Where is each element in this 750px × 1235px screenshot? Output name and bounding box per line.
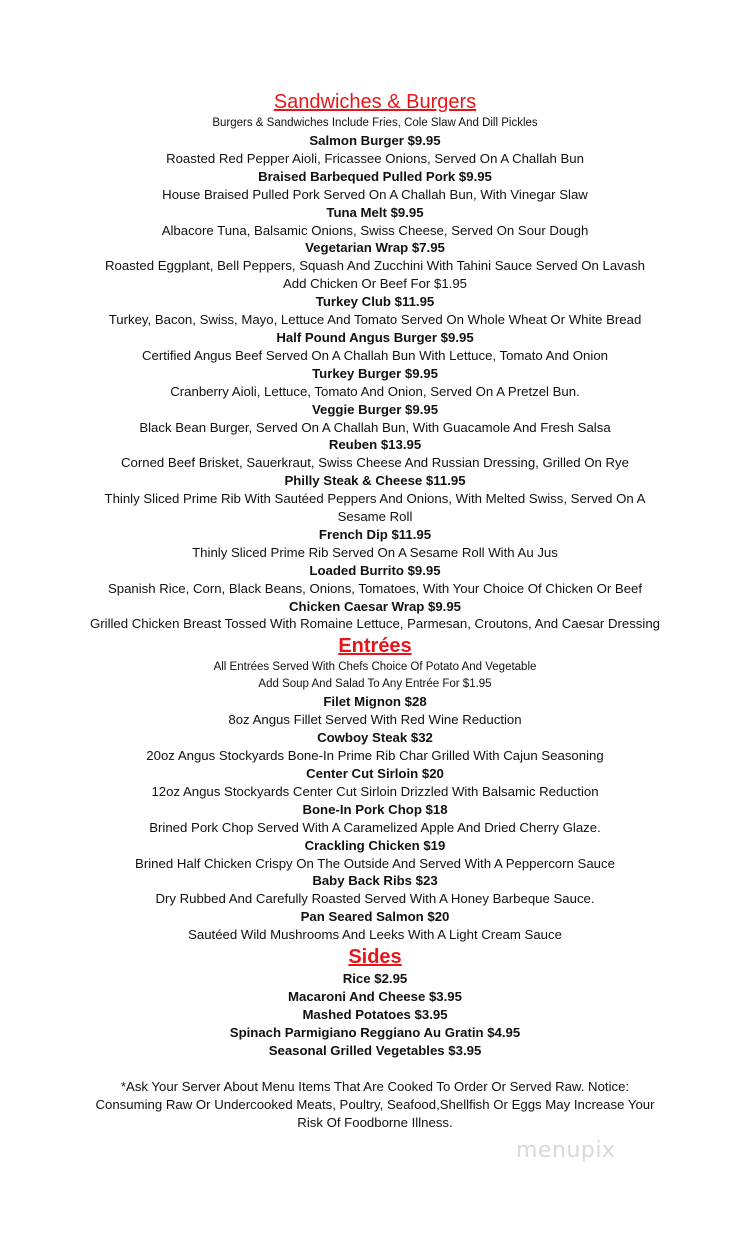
menu-item-description: Brined Half Chicken Crispy On The Outside And Served With A Peppercorn Sauce <box>135 855 615 871</box>
sides-list <box>0 970 750 1060</box>
menu-item-description: Cranberry Aioli, Lettuce, Tomato And Onion, Served On A Pretzel Bun. <box>170 383 580 399</box>
menu-item-name: Cowboy Steak $32 <box>317 730 433 746</box>
sandwiches-heading: Sandwiches & Burgers <box>273 91 477 113</box>
menu-item-name: Loaded Burrito $9.95 <box>309 562 441 578</box>
sandwiches-list <box>0 132 750 633</box>
menu-item-name: Veggie Burger $9.95 <box>311 401 439 417</box>
side-item: Spinach Parmigiano Reggiano Au Gratin $4.95 <box>229 1024 521 1040</box>
menu-item-name: Chicken Caesar Wrap $9.95 <box>288 598 462 614</box>
side-item: Seasonal Grilled Vegetables $3.95 <box>268 1042 482 1058</box>
menu-item-description: Grilled Chicken Breast Tossed With Romaine Lettuce, Parmesan, Croutons, And Caesar Dressing <box>89 616 660 632</box>
menu-item-name: Bone-In Pork Chop $18 <box>302 801 448 817</box>
menu-item-name: Turkey Club $11.95 <box>315 294 435 310</box>
side-item: Mashed Potatoes $3.95 <box>302 1006 448 1022</box>
side-item: Rice $2.95 <box>342 971 408 987</box>
menu-item-description: 8oz Angus Fillet Served With Red Wine Reduction <box>228 712 522 728</box>
menu-item-description: Albacore Tuna, Balsamic Onions, Swiss Cheese, Served On Sour Dough <box>161 222 589 238</box>
menu-item-name: Crackling Chicken $19 <box>304 837 446 853</box>
menu-item-description: Turkey, Bacon, Swiss, Mayo, Lettuce And Tomato Served On Whole Wheat Or White Bread <box>108 312 642 328</box>
menu-item-name: Baby Back Ribs $23 <box>312 873 438 889</box>
menu-item-description: Black Bean Burger, Served On A Challah Bun, With Guacamole And Fresh Salsa <box>139 419 611 435</box>
entrees-note-2: Add Soup And Salad To Any Entrée For $1.95 <box>258 678 492 691</box>
menu-item-name: Half Pound Angus Burger $9.95 <box>276 329 474 345</box>
menu-item-description: Add Chicken Or Beef For $1.95 <box>283 276 467 292</box>
entrees-note-1: All Entrées Served With Chefs Choice Of Potato And Vegetable <box>213 661 537 674</box>
menu-item-description: Certified Angus Beef Served On A Challah Bun With Lettuce, Tomato And Onion <box>142 347 608 363</box>
menu-item-name: Filet Mignon $28 <box>323 694 427 710</box>
menupix-watermark: menupix <box>516 1138 616 1163</box>
menu-item-description: Spanish Rice, Corn, Black Beans, Onions, Tomatoes, With Your Choice Of Chicken Or Beef <box>107 580 643 596</box>
menu-item-name: Pan Seared Salmon $20 <box>300 909 450 925</box>
menu-item-description: House Braised Pulled Pork Served On A Challah Bun, With Vinegar Slaw <box>162 186 588 202</box>
side-item: Macaroni And Cheese $3.95 <box>288 988 462 1004</box>
menu-item-description: Roasted Eggplant, Bell Peppers, Squash And Zucchini With Tahini Sauce Served On Lavash <box>104 258 646 274</box>
menu-item-name: Braised Barbequed Pulled Pork $9.95 <box>258 168 492 184</box>
menu-item-description: Dry Rubbed And Carefully Roasted Served With A Honey Barbeque Sauce. <box>155 891 595 907</box>
menu-item-name: Vegetarian Wrap $7.95 <box>305 240 445 256</box>
menu-page <box>0 89 750 1132</box>
menu-item-name: Philly Steak & Cheese $11.95 <box>284 473 466 489</box>
menu-item-description: Roasted Red Pepper Aioli, Fricassee Onions, Served On A Challah Bun <box>166 150 584 166</box>
menu-item-name: Center Cut Sirloin $20 <box>306 766 444 781</box>
menu-item-description: Thinly Sliced Prime Rib Served On A Sesame Roll With Au Jus <box>192 544 558 560</box>
entrees-list <box>0 693 750 944</box>
menu-item-name: French Dip $11.95 <box>318 526 432 542</box>
menu-item-description: Corned Beef Brisket, Sauerkraut, Swiss Cheese And Russian Dressing, Grilled On Rye <box>121 455 629 471</box>
menu-item-name: Turkey Burger $9.95 <box>312 365 438 381</box>
entrees-heading: Entrées <box>338 635 412 658</box>
menu-item-description: Sautéed Wild Mushrooms And Leeks With A Light Cream Sauce <box>188 927 562 943</box>
menu-item-name: Reuben $13.95 <box>328 437 422 453</box>
menu-item-description: 12oz Angus Stockyards Center Cut Sirloin Drizzled With Balsamic Reduction <box>151 783 599 799</box>
menu-item-description: Brined Pork Chop Served With A Caramelized Apple And Dried Cherry Glaze. <box>149 819 601 835</box>
disclaimer: *Ask Your Server About Menu Items That Are Cooked To Order Or Served Raw. Notice: Consuming Raw Or Undercooked Meats, Poultry, Seafood,Shellfish Or Eggs May Increase Your Risk Of Foodborne Illness. <box>95 1078 655 1130</box>
menu-item-name: Salmon Burger $9.95 <box>309 133 441 148</box>
menu-item-description: 20oz Angus Stockyards Bone-In Prime Rib Char Grilled With Cajun Seasoning <box>146 748 604 764</box>
sides-heading: Sides <box>348 946 402 969</box>
sandwiches-note: Burgers & Sandwiches Include Fries, Cole Slaw And Dill Pickles <box>212 117 538 129</box>
menu-item-description: Thinly Sliced Prime Rib With Sautéed Peppers And Onions, With Melted Swiss, Served On A Sesame Roll <box>104 491 646 525</box>
menu-item-name: Tuna Melt $9.95 <box>326 204 424 220</box>
